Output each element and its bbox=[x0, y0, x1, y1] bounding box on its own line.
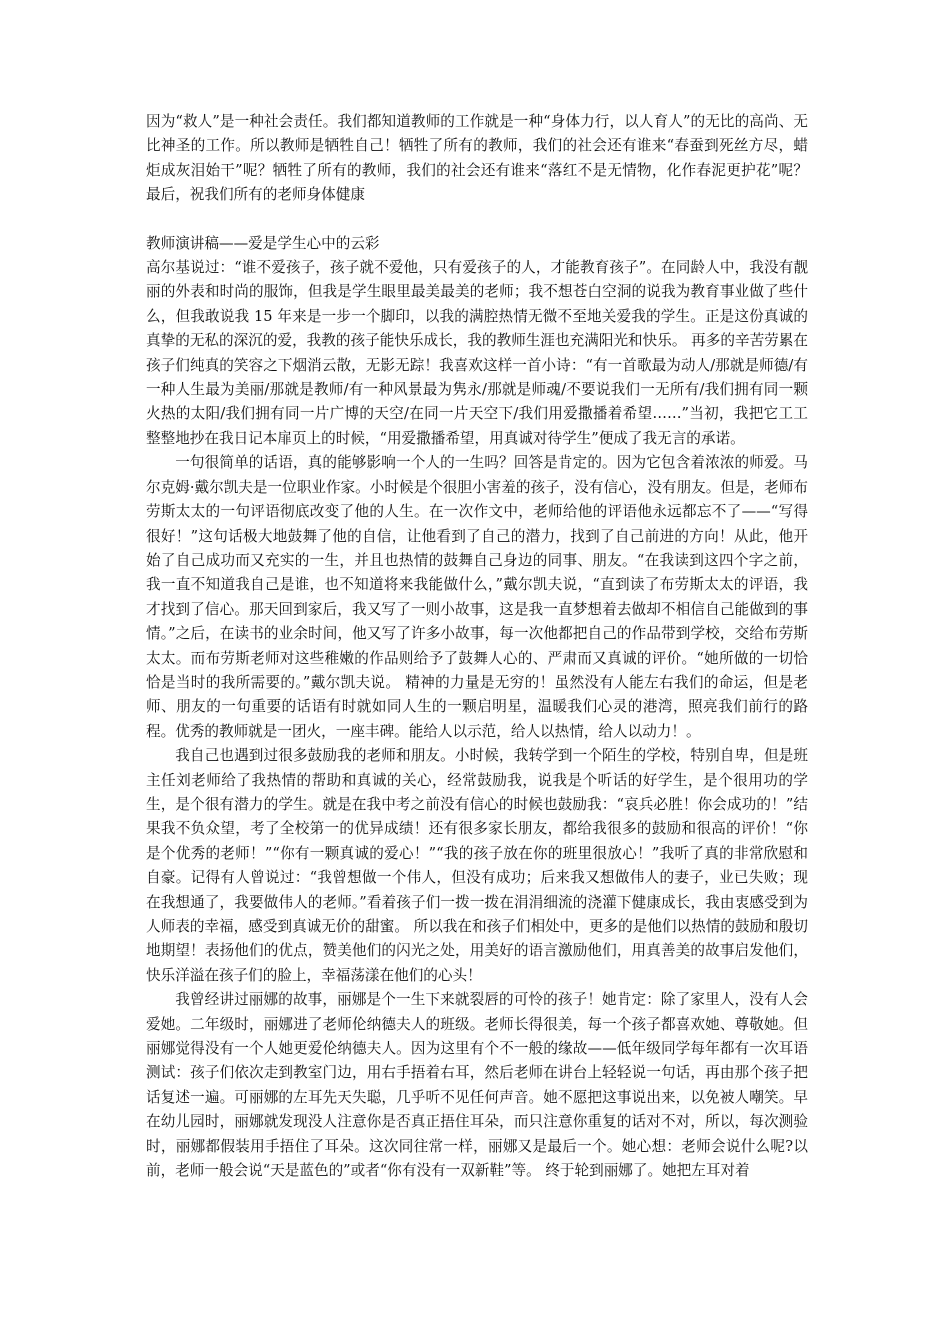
speech-title: 教师演讲稿——爱是学生心中的云彩 bbox=[146, 234, 380, 252]
body-paragraph-2: 一句很简单的话语，真的能够影响一个人的一生吗？回答是肯定的。因为它包含着浓浓的师爱。马尔克姆·戴尔凯夫是一位职业作家。小时候是个很胆小害羞的孩子，没有信心，没有朋友。但是，老师布劳斯太太的一句评语彻底改变了他的人生。在一次作文中，老师给他的评语他永远都忘不了——“写得很好！”这句话极大地鼓舞了他的自信，让他看到了自己的潜力，找到了自己前进的方向！从此，他开始了自己成功而又充实的一生，并且也热情的鼓舞自己身边的同事、朋友。“在我读到这四个字之前，我一直不知道我自己是谁，也不知道将来我能做什么，”戴尔凯夫说，“直到读了布劳斯太太的评语，我才找到了信心。那天回到家后，我又写了一则小故事，这是我一直梦想着去做却不相信自己能做到的事情。”之后，在读书的业余时间，他又写了许多小故事，每一次他都把自己的作品带到学校，交给布劳斯太太。而布劳斯老师对这些稚嫩的作品则给予了鼓舞人心的、严肃而又真诚的评价。“她所做的一切恰恰是当时的我所需要的。”戴尔凯夫说。 精神的力量是无穷的！虽然没有人能左右我们的命运，但是老师、朋友的一句重要的话语有时就如同人生的一颗启明星，温暖我们心灵的港湾，照亮我们前行的路程。优秀的教师就是一团火，一座丰碑。能给人以示范，给人以热情，给人以动力！。 bbox=[146, 454, 808, 740]
intro-paragraph: 因为“救人”是一种社会责任。我们都知道教师的工作就是一种“身体力行，以人育人”的无比的高尚、无比神圣的工作。所以教师是牺牲自己！牺牲了所有的教师，我们的社会还有谁来“春蚕到死丝方尽，蜡炬成灰泪始干”呢？牺牲了所有的教师，我们的社会还有谁来“落红不是无情物，化作春泥更护花”呢？最后，祝我们所有的老师身体健康 bbox=[146, 113, 808, 204]
body-paragraph-1: 高尔基说过：“谁不爱孩子，孩子就不爱他，只有爱孩子的人，才能教育孩子”。在同龄人中，我没有靓丽的外表和时尚的服饰，但我是学生眼里最美最美的老师；我不想苍白空洞的说我为教育事业做了些什么，但我敢说我 15 年来是一步一个脚印，以我的满腔热情无微不至地关爱我的学生。正是这份真诚的真挚的无私的深沉的爱，我教的孩子能快乐成长，我的教师生涯也充满阳光和快乐。 再多的辛苦劳累在孩子们纯真的笑容之下烟消云散，无影无踪！我喜欢这样一首小诗：“有一首歌最为动人/那就是师德/有一种人生最为美丽/那就是教师/有一种风景最为隽永/那就是师魂/不要说我们一无所有/我们拥有同一颗火热的太阳/我们拥有同一片广博的天空/在同一片天空下/我们用爱撒播着希望……”当初，我把它工工整整地抄在我日记本扉页上的时候，“用爱撒播希望，用真诚对待学生”便成了我无言的承诺。 bbox=[146, 259, 808, 447]
body-paragraph-4: 我曾经讲过丽娜的故事，丽娜是个一生下来就裂唇的可怜的孩子！她肯定：除了家里人，没有人会爱她。二年级时，丽娜进了老师伦纳德夫人的班级。老师长得很美，每一个孩子都喜欢她、尊敬她。但丽娜觉得没有一个人她更爱伦纳德夫人。因为这里有个不一般的缘故——低年级同学每年都有一次耳语测试：孩子们依次走到教室门边，用右手捂着右耳，然后老师在讲台上轻轻说一句话，再由那个孩子把话复述一遍。可丽娜的左耳先天失聪，几乎听不见任何声音。她不愿把这事说出来，以免被人嘲笑。早在幼儿园时，丽娜就发现没人注意你是否真正捂住耳朵，而只注意你重复的话对不对，所以，每次测验时，丽娜都假装用手捂住了耳朵。这次同往常一样，丽娜又是最后一个。她心想：老师会说什么呢?以前，老师一般会说“天是蓝色的”或者“你有没有一双新鞋”等。 终于轮到丽娜了。她把左耳对着 bbox=[146, 991, 808, 1180]
body-paragraph-3: 我自己也遇到过很多鼓励我的老师和朋友。小时候，我转学到一个陌生的学校，特别自卑，但是班主任刘老师给了我热情的帮助和真诚的关心，经常鼓励我，说我是个听话的好学生，是个很用功的学生，是个很有潜力的学生。就是在我中考之前没有信心的时候也鼓励我：“哀兵必胜！你会成功的！”结果我不负众望，考了全校第一的优异成绩！还有很多家长朋友，都给我很多的鼓励和很高的评价！“你是个优秀的老师！”“你有一颗真诚的爱心！”“我的孩子放在你的班里很放心！”我听了真的非常欣慰和自豪。记得有人曾说过：“我曾想做一个伟人，但没有成功；后来我又想做伟人的妻子，业已失败；现在我想通了，我要做伟人的老师。”看着孩子们一拨一拨在涓涓细流的浇灌下健康成长，我由衷感受到为人师表的幸福，感受到真诚无价的甜蜜。 所以我在和孩子们相处中，更多的是他们以热情的鼓励和殷切地期望！表扬他们的优点，赞美他们的闪光之处，用美好的语言激励他们，用真善美的故事启发他们，快乐洋溢在孩子们的脸上，幸福荡漾在他们的心头！ bbox=[146, 747, 808, 984]
document-page bbox=[146, 110, 808, 1183]
paragraph-gap bbox=[146, 208, 808, 232]
